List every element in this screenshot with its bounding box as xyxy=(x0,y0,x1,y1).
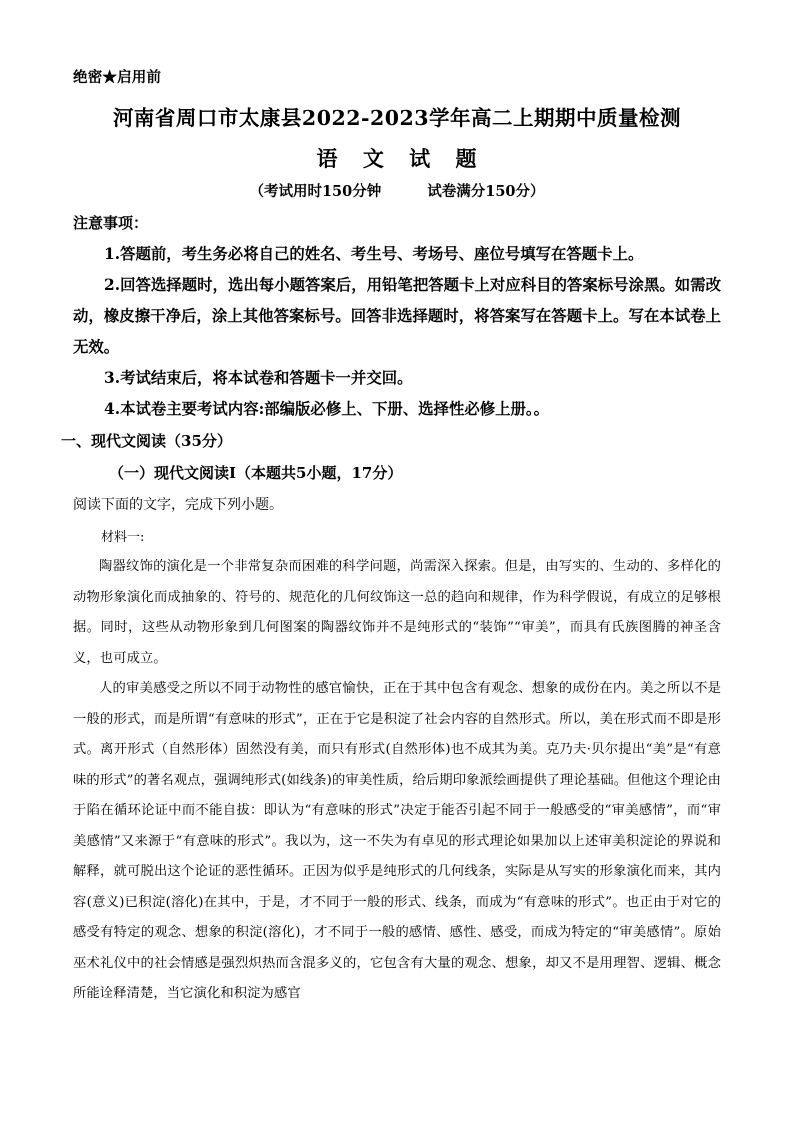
section-heading: 一、现代文阅读（35分） xyxy=(61,432,232,450)
subsection-heading: （一）现代文阅读Ⅰ（本题共5小题，17分） xyxy=(109,464,403,482)
body-paragraph: 陶器纹饰的演化是一个非常复杂而困难的科学问题，尚需深入探索。但是，由写实的、生动的、多样化的动物形象演化而成抽象的、符号的、规范化的几何纹饰这一总的趋向和规律，作为科学假说，有成立的足够根据。同时，这些从动物形象到几何图案的陶器纹饰并不是纯形式的“装饰”“审美”，而具有氏族图腾的神圣含义，也可成立。 xyxy=(73,559,721,666)
page-title: 河南省周口市太康县2022-2023学年高二上期期中质量检测 xyxy=(112,106,682,130)
notice-item: 4.本试卷主要考试内容:部编版必修上、下册、选择性必修上册。。 xyxy=(104,400,549,418)
notice-item: 2.回答选择题时，选出每小题答案后，用铅笔把答题卡上对应科目的答案标号涂黑。如需改动，橡皮擦干净后，涂上其他答案标号。回答非选择题时，将答案写在答题卡上。写在本试卷上无效。 xyxy=(73,276,721,356)
notice-item: 3.考试结束后，将本试卷和答题卡一并交回。 xyxy=(104,369,413,387)
confidential-mark: 绝密★启用前 xyxy=(73,69,162,86)
exam-score: 试卷满分150分） xyxy=(427,183,545,200)
exam-time: （考试用时150分钟 xyxy=(249,183,382,200)
notice-item: 1.答题前，考生务必将自己的姓名、考生号、考场号、座位号填写在答题卡上。 xyxy=(104,245,644,263)
body-paragraph: 人的审美感受之所以不同于动物性的感官愉快，正在于其中包含有观念、想象的成份在内。美之所以不是一般的形式，而是所谓“有意味的形式”，正在于它是积淀了社会内容的自然形式。所以，美在形式而不即是形式。离开形式（自然形体）固然没有美，而只有形式(自然形体)也不成其为美。克乃夫·贝尔提出“美”是“有意味的形式”的著名观点，强调纯形式(如线条)的审美性质，给后期印象派绘画提供了理论基础。但他这个理论由于陷在循环论证中而不能自拔：即认为“有意味的形式”决定于能否引起不同于一般感受的“审美感情”，而“审美感情”又来源于“有意味的形式”。我以为，这一不失为有卓见的形式理论如果加以上述审美积淀论的界说和解释，就可脱出这个论证的恶性循环。正因为似乎是纯形式的几何线条，实际是从写实的形象演化而来，其内容(意义)已积淀(溶化)在其中，于是，才不同于一般的形式、线条，而成为“有意味的形式”。也正由于对它的感受有特定的观念、想象的积淀(溶化)，才不同于一般的感情、感性、感受，而成为特定的“审美感情”。原始巫术礼仪中的社会情感是强烈炽热而含混多义的，它包含有大量的观念、想象，却又不是用理智、逻辑、概念所能诠释清楚，当它演化和积淀为感官 xyxy=(73,681,721,1001)
reading-instruction: 阅读下面的文字，完成下列小题。 xyxy=(73,497,283,513)
exam-subject-title: 语 文 试 题 xyxy=(316,146,486,171)
notice-heading: 注意事项： xyxy=(73,214,149,232)
exam-info xyxy=(0,180,794,201)
material-label: 材料一: xyxy=(101,530,145,545)
